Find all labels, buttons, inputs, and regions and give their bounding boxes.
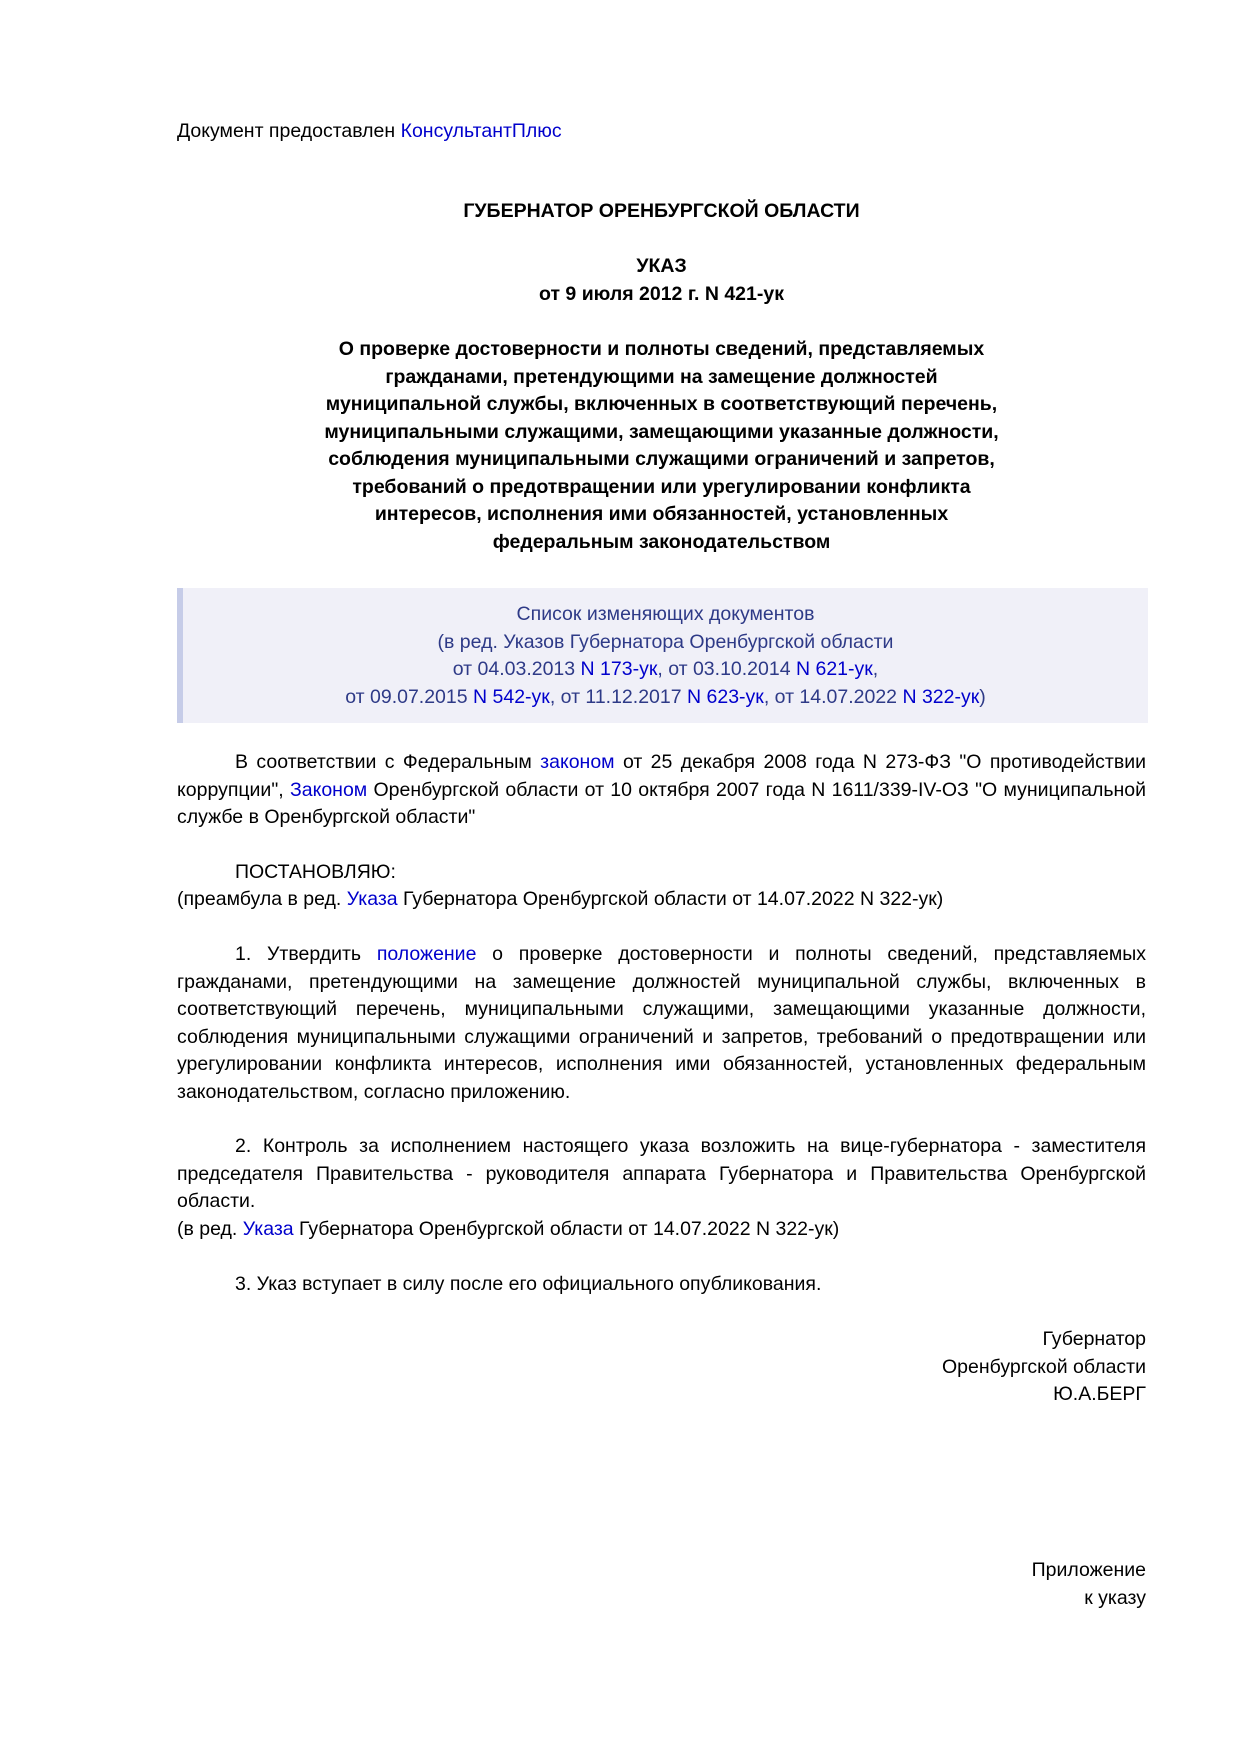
regulation-link[interactable]: положение bbox=[376, 943, 477, 965]
preamble-text: В соответствии с Федеральным bbox=[235, 751, 541, 773]
doc-title bbox=[177, 336, 1146, 556]
doc-date-number: от 9 июля 2012 г. N 421-ук bbox=[539, 282, 784, 305]
item-3-paragraph: 3. Указ вступает в силу после его официального опубликования. bbox=[235, 1273, 822, 1295]
amendment-link[interactable]: N 542-ук bbox=[473, 685, 550, 708]
regional-law-link[interactable]: Законом bbox=[289, 778, 368, 801]
signature-name: Ю.А.БЕРГ bbox=[1053, 1383, 1146, 1405]
doc-type: УКАЗ bbox=[636, 255, 687, 277]
signature-title: Губернатор bbox=[1042, 1328, 1146, 1350]
changes-text: , от 03.10.2014 bbox=[657, 658, 796, 680]
title-line: О проверке достоверности и полноты сведений, представляемых bbox=[338, 338, 985, 360]
changes-text: , bbox=[872, 658, 879, 680]
preamble-paragraph bbox=[177, 749, 1146, 832]
appendix-block bbox=[177, 1557, 1146, 1612]
title-line: соблюдения муниципальными служащими ограничений и запретов, bbox=[328, 448, 995, 470]
appendix-label: Приложение bbox=[1031, 1559, 1146, 1581]
item-1-paragraph bbox=[177, 941, 1146, 1106]
changes-line bbox=[183, 656, 1148, 684]
decree-link[interactable]: Указа bbox=[242, 1218, 294, 1240]
changes-text: , от 14.07.2022 bbox=[763, 685, 903, 708]
item-1-text: о проверке достоверности и полноты сведений, представляемых гражданами, претендующими на замещение должностей муниципальной службы, включенных в соответствующий перечень, муниципальными служащими, замещающими указанные должности, соблюдения муниципальными служащими ограничений и запретов, требований о предотвращении или урегулировании конфликта интересов, исполнения ими обязанностей, установленных федеральным законодательством, согласно приложению. bbox=[177, 943, 1146, 1103]
changes-box bbox=[177, 588, 1148, 723]
changes-text: от 04.03.2013 bbox=[452, 658, 581, 680]
changes-heading: Список изменяющих документов bbox=[516, 603, 815, 625]
amendment-link[interactable]: N 322-ук bbox=[902, 685, 980, 708]
preamble-edit-note bbox=[177, 886, 1146, 914]
item-2-paragraph: 2. Контроль за исполнением настоящего указа возложить на вице-губернатора - заместителя председателя Правительства - руководителя аппарата Губернатора и Правительства Оренбургской области. bbox=[177, 1135, 1146, 1212]
amendment-link[interactable]: N 621-ук bbox=[795, 658, 873, 680]
item-1-text: 1. Утвердить bbox=[235, 943, 377, 965]
signature-block bbox=[177, 1326, 1146, 1409]
doc-heading bbox=[177, 253, 1146, 308]
changes-line bbox=[183, 684, 1148, 712]
amendment-link[interactable]: N 623-ук bbox=[687, 685, 764, 708]
edit-note-text: Губернатора Оренбургской области от 14.07.2022 N 322-ук) bbox=[397, 888, 944, 910]
edit-note-text: (преамбула в ред. bbox=[177, 888, 347, 910]
appendix-ref: к указу bbox=[1084, 1586, 1146, 1609]
title-line: требований о предотвращении или урегулировании конфликта bbox=[352, 475, 971, 498]
preamble-text: Оренбургской области от 10 октября 2007 года N 1611/339-IV-ОЗ "О муниципальной службе в Оренбургской области" bbox=[177, 778, 1146, 828]
provider-line bbox=[177, 118, 562, 146]
title-line: муниципальными служащими, замещающими указанные должности, bbox=[324, 420, 999, 443]
signature-region: Оренбургской области bbox=[941, 1355, 1146, 1378]
edit-note-text: (в ред. bbox=[177, 1218, 243, 1240]
edit-note-text: Губернатора Оренбургской области от 14.07.2022 N 322-ук) bbox=[293, 1218, 840, 1240]
title-line: муниципальной службы, включенных в соответствующий перечень, bbox=[325, 393, 998, 415]
changes-text: ) bbox=[979, 685, 986, 708]
federal-law-link[interactable]: законом bbox=[540, 751, 615, 773]
provider-text: Документ предоставлен bbox=[177, 120, 401, 142]
title-line: федеральным законодательством bbox=[492, 530, 831, 553]
amendment-link[interactable]: N 173-ук bbox=[580, 658, 658, 680]
changes-text: от 09.07.2015 bbox=[345, 685, 474, 708]
preamble-text: от 25 декабря 2008 года N 273-ФЗ "О противодействии коррупции", bbox=[177, 751, 1146, 801]
changes-line: (в ред. Указов Губернатора Оренбургской области bbox=[437, 630, 894, 653]
decree-link[interactable]: Указа bbox=[346, 888, 398, 910]
title-line: гражданами, претендующими на замещение должностей bbox=[385, 365, 938, 388]
item-2-edit-note bbox=[177, 1216, 1146, 1244]
authority-heading: ГУБЕРНАТОР ОРЕНБУРГСКОЙ ОБЛАСТИ bbox=[463, 200, 860, 222]
decree-word: ПОСТАНОВЛЯЮ: bbox=[235, 861, 396, 883]
title-line: интересов, исполнения ими обязанностей, установленных bbox=[374, 503, 949, 525]
provider-link[interactable]: КонсультантПлюс bbox=[400, 120, 562, 142]
changes-text: , от 11.12.2017 bbox=[549, 685, 687, 708]
